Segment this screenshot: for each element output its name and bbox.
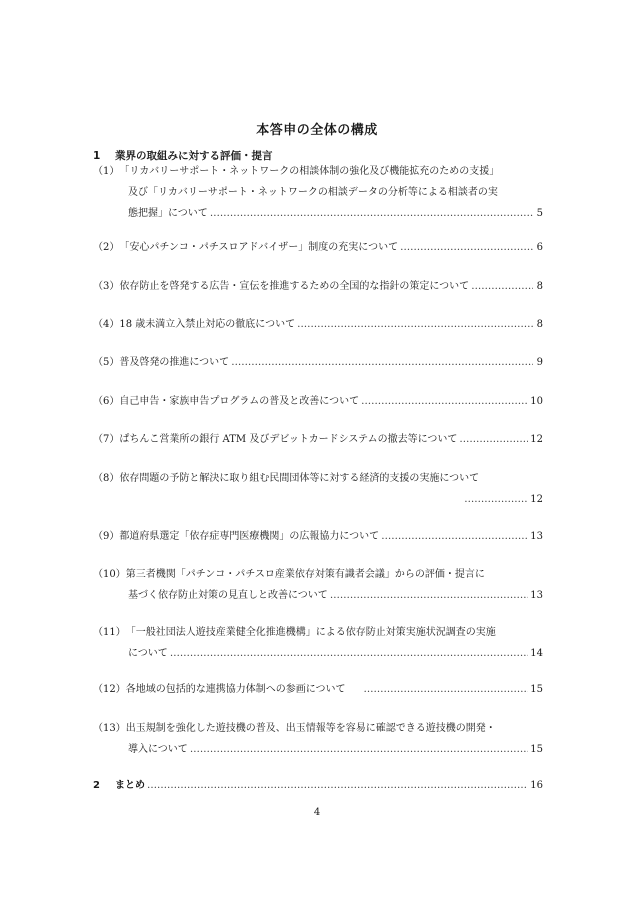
entry-number: （5） xyxy=(93,357,120,368)
section-label: 業界の取組みに対する評価・提言 xyxy=(115,150,273,162)
entry-page: 12 xyxy=(530,494,543,505)
entry-number: （8） xyxy=(93,473,120,484)
entry-page: 5 xyxy=(536,208,543,219)
entry-page: 13 xyxy=(530,590,543,601)
toc-entry xyxy=(93,165,543,228)
toc-entry xyxy=(93,472,543,514)
entry-number: （12） xyxy=(93,684,126,695)
entry-text: 導入について xyxy=(128,744,188,755)
entry-number: （6） xyxy=(93,396,120,407)
entry-number: （7） xyxy=(93,434,120,445)
entry-number: （2） xyxy=(93,242,120,253)
entry-text: 態把握」について xyxy=(128,208,208,219)
dot-leader xyxy=(170,647,528,661)
dot-leader xyxy=(147,779,528,793)
toc-entry xyxy=(93,318,543,339)
dot-leader xyxy=(297,318,533,332)
toc-entry xyxy=(93,241,543,262)
entry-text: 各地域の包括的な連携協力体制への参画について xyxy=(125,684,346,695)
toc-entry xyxy=(93,280,543,301)
entry-page: 9 xyxy=(536,357,543,368)
entry-text: ぱちんこ営業所の銀行 ATM 及びデビットカードシステムの撤去等について xyxy=(119,434,458,445)
dot-leader xyxy=(210,207,533,221)
toc-entry xyxy=(93,356,543,377)
page-number: 4 xyxy=(313,807,321,818)
entry-text: について xyxy=(128,648,168,659)
entry-page: 8 xyxy=(536,319,543,330)
entry-text: 依存問題の予防と解決に取り組む民間団体等に対する経済的支援の実施について xyxy=(119,473,480,484)
entry-text: 及び「リカバリーサポート・ネットワークの相談データの分析等による相談者の実 xyxy=(128,187,498,198)
dot-leader xyxy=(190,743,528,757)
entry-text: 第三者機関「パチンコ・パチスロ産業依存対策有識者会議」からの評価・提言に xyxy=(125,569,485,580)
entry-text: 自己申告・家族申告プログラムの普及と改善について xyxy=(119,396,360,407)
section-label: まとめ xyxy=(115,780,145,791)
entry-number: （11） xyxy=(93,627,126,638)
dot-leader xyxy=(381,530,528,544)
dot-leader xyxy=(231,356,533,370)
toc-entry xyxy=(93,626,543,668)
entry-text: 「リカバリーサポート・ネットワークの相談体制の強化及び機能拡充のための支援」 xyxy=(119,166,500,177)
entry-text: 依存防止を啓発する広告・宣伝を推進するための全国的な指針の策定について xyxy=(119,281,470,292)
entry-number: （1） xyxy=(93,166,120,177)
entry-text: 普及啓発の推進について xyxy=(119,357,230,368)
entry-page: 6 xyxy=(536,242,543,253)
dot-leader xyxy=(471,280,533,294)
entry-page: 13 xyxy=(530,531,543,542)
entry-page: 14 xyxy=(530,648,543,659)
dot-leader xyxy=(400,241,533,255)
entry-page: 12 xyxy=(530,434,543,445)
dot-leader xyxy=(361,395,528,409)
toc-entry xyxy=(93,568,543,610)
entry-number: （9） xyxy=(93,531,120,542)
dot-leader xyxy=(330,589,528,603)
entry-number: （10） xyxy=(93,569,126,580)
section-number: 2 xyxy=(93,780,100,791)
entry-page: 8 xyxy=(536,281,543,292)
entry-number: （3） xyxy=(93,281,120,292)
entry-text: 「安心パチンコ・パチスロアドバイザー」制度の充実について xyxy=(119,242,399,253)
entry-text: 「一般社団法人遊技産業健全化推進機構」による依存防止対策実施状況調査の実施 xyxy=(125,627,496,638)
entry-page: 16 xyxy=(530,780,543,791)
toc-entry xyxy=(93,530,543,551)
entry-text: 出玉規制を強化した遊技機の普及、出玉情報等を容易に確認できる遊技機の開発・ xyxy=(125,723,496,734)
dot-leader xyxy=(364,683,529,697)
dot-leader xyxy=(459,433,528,447)
entry-page: 15 xyxy=(530,684,543,695)
entry-text: 18 歳未満立入禁止対応の徹底について xyxy=(119,319,296,330)
toc-entry xyxy=(93,395,543,416)
dot-leader xyxy=(464,493,528,507)
entry-page: 10 xyxy=(530,396,543,407)
page-title: 本答申の全体の構成 xyxy=(256,123,378,138)
entry-number: （4） xyxy=(93,319,120,330)
entry-page: 15 xyxy=(530,744,543,755)
entry-number: （13） xyxy=(93,723,126,734)
toc-entry xyxy=(93,433,543,454)
section-heading-1 xyxy=(93,148,273,163)
entry-text: 基づく依存防止対策の見直しと改善について xyxy=(128,590,328,601)
section-number: 1 xyxy=(93,150,101,162)
toc-entry xyxy=(93,722,543,764)
entry-text: 都道府県選定「依存症専門医療機関」の広報協力について xyxy=(119,531,380,542)
section-heading-2 xyxy=(93,779,543,800)
toc-entry xyxy=(93,683,543,704)
